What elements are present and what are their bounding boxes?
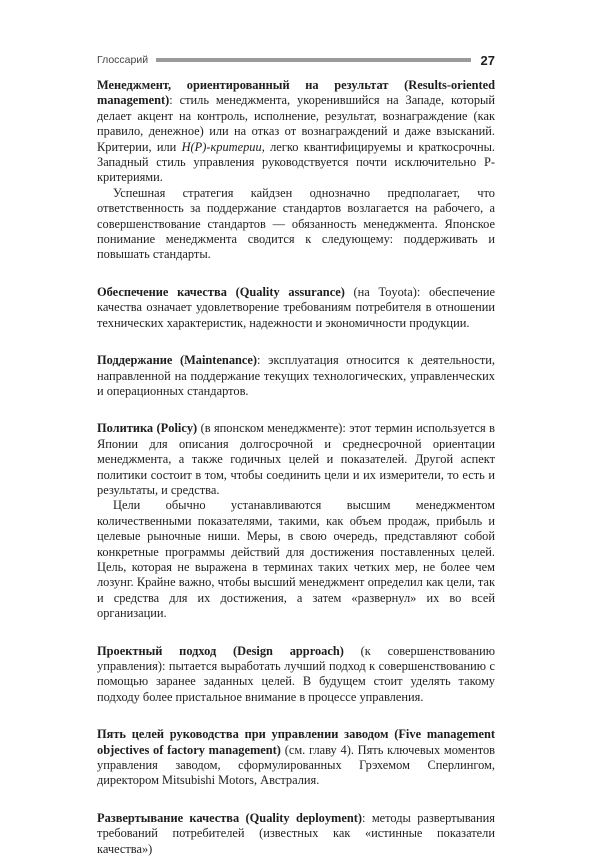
entry-text: : эксплуатация относится к деятельности, направленной на поддержание текущих технологических, управленческих и операционных стандартов. [97,353,495,398]
glossary-entry-maintenance [97,353,495,399]
entry-term: Развертывание качества (Quality deployment) [97,810,363,825]
entry-term: Проектный подход (Design approach) [97,643,344,658]
entry-text: , легко квантифицируемы и краткосрочны. Западный стиль управления руководствуется почти исключительно Р-критериями. [97,139,496,185]
entry-paragraph [97,421,495,498]
page-number: 27 [480,52,495,68]
running-header [97,50,495,70]
glossary-entry-results-oriented [97,78,495,263]
entry-continuation: Цели обычно устанавливаются высшим менеджментом количественными показателями, такими, как объем продаж, прибыль и целевые рыночные ниши. Меры, в свою очередь, представляют собой конкретные программы действий для достижения поставленных целей. Цель, которая не выражена в терминах таких четких мер, не более чем лозунг. Крайне важно, чтобы высший менеджмент определил как цели, так и средства для их достижения, а затем «развернул» их во всей организации. [97,498,495,621]
glossary-entry-quality-assurance [97,285,495,331]
entry-italic: Н(Р)-критерии [181,139,262,154]
entry-text: : методы развертывания требований потребителей (известных как «истинные показатели качества») [97,810,496,856]
entry-text: (на Toyota): обеспечение качества означает удовлетворение требованиям потребителя в отношении технических характеристик, надежности и экономичности продукции. [97,284,495,330]
glossary-body [97,78,495,857]
entry-paragraph [97,727,495,789]
header-rule [156,58,470,62]
entry-continuation: Успешная стратегия кайдзен однозначно предполагает, что ответственность за поддержание стандартов возлагается на рабочего, а совершенствование стандартов — обязанность менеджмента. Японское понимание менеджмента сводится к следующему: поддерживать и повышать стандарты. [97,185,495,262]
entry-paragraph [97,644,495,706]
entry-text: (см. главу 4). Пять ключевых моментов управления заводом, сформулированных Грэхемом Сперлингом, директором Mitsubishi Motors, Австралия. [97,742,496,788]
entry-text: (в японском менеджменте): этот термин используется в Японии для описания долгосрочной и среднесрочной ориентации менеджмента, а также годичных целей и показателей. Другой аспект политики состоит в том, чтобы соединить цели и их измерители, то есть и результаты, и средства. [97,421,495,497]
glossary-entry-quality-deployment [97,811,495,857]
entry-term: Пять целей руководства при управлении заводом (Five management objectives of factory management) [97,727,495,757]
entry-paragraph [97,353,495,399]
entry-paragraph [97,811,495,857]
entry-text: : стиль менеджмента, укоренившийся на Западе, который делает акцент на контроль, исполнение, результат, вознаграждение (как правило, денежное) или на отказ от вознаграждений и даже взысканий. Критерии, или [97,93,495,154]
entry-paragraph [97,78,495,186]
entry-text: (к совершенствованию управления): пытается выработать лучший подход к совершенствованию с помощью заранее заданных целей. В будущем стоит уделять такому подходу более пристальное внимание в процессе управления. [97,643,496,704]
entry-paragraph [97,285,495,331]
section-title: Глоссарий [97,54,149,66]
glossary-entry-five-objectives [97,727,495,789]
glossary-entry-design-approach [97,644,495,706]
entry-term: Политика (Policy) [97,421,198,436]
entry-term: Поддержание (Maintenance) [97,353,258,368]
entry-term: Менеджмент, ориентированный на результат (Results-oriented management) [97,78,495,108]
glossary-entry-policy [97,421,495,621]
entry-term: Обеспечение качества (Quality assurance) [97,284,345,299]
